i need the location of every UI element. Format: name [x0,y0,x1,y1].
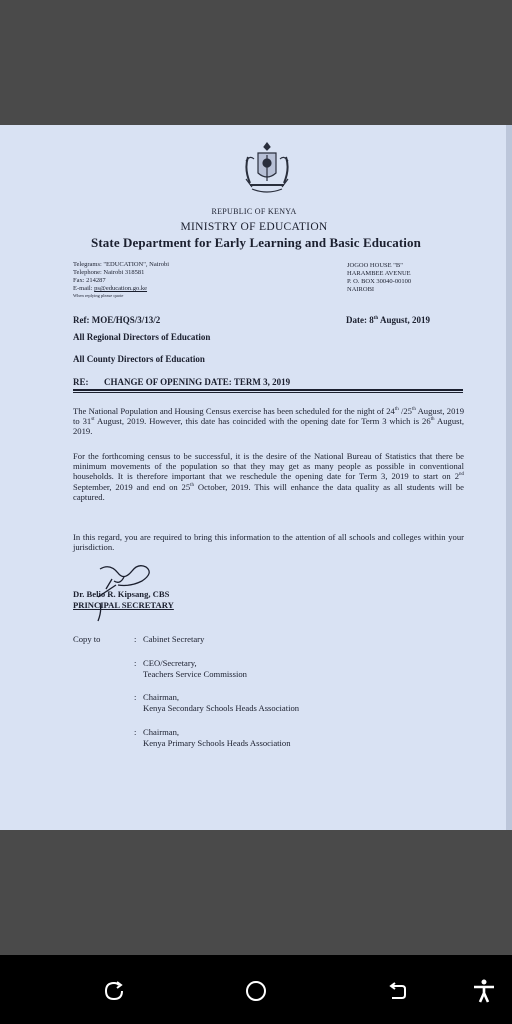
republic-heading: REPUBLIC OF KENYA [211,207,297,216]
date-suffix: August, 2019 [378,315,430,325]
ministry-heading: MINISTRY OF EDUCATION [180,221,328,233]
address-line-3: P. O. BOX 30040-00100 [347,278,412,285]
subject-underline [73,389,463,391]
addressee-county: All County Directors of Education [73,354,205,364]
cc-line-1: Chairman, [143,692,180,702]
addressee-regional: All Regional Directors of Education [73,332,211,342]
p1-text-b: /25 [398,406,412,416]
p1-sup-3: st [91,417,95,423]
email-line [73,285,169,293]
cc-colon: : [134,634,137,644]
contact-details-left [73,261,169,299]
reply-note: When replying please quote [73,293,124,298]
p2-sup-2: th [190,482,195,488]
letter-date [346,315,430,325]
p1-text-e: August, 2019. [73,416,464,437]
p1-text-c: August, 2019 to 31 [73,406,464,427]
subject-line [73,377,291,387]
fax-line: Fax: 214287 [73,277,106,284]
android-navigation-bar [0,955,512,1024]
email-address: ps@education.go.ke [94,285,148,292]
coat-of-arms-icon [240,139,294,199]
recent-apps-icon [103,980,125,1002]
cc-line-1: Chairman, [143,727,180,737]
home-icon [244,979,268,1003]
p1-sup-2: th [411,407,416,413]
back-icon [387,980,409,1002]
cc-line-2: Kenya Primary Schools Heads Association [143,738,291,748]
p1-text-a: The National Population and Housing Census exercise has been scheduled for the night of 24 [73,406,395,416]
address-details-right [347,262,411,294]
signatory [73,589,174,611]
email-label: E-mail: [73,285,95,292]
copy-to-label: Copy to [73,634,101,644]
back-button[interactable] [380,973,416,1009]
cc-line [143,658,247,680]
date-sup: th [373,316,379,321]
accessibility-button[interactable] [466,973,502,1009]
telegrams-line: Telegrams: "EDUCATION", Nairobi [73,261,170,268]
p2-text-a: For the forthcoming census to be successful, it is the desire of the National Bureau of Statistics that there be minimum movements of the population so that they may get as many people as possible in conventional households. It is therefore important that we reschedule the opening date for Term 3, 2019 to start on 2 [73,451,464,482]
re-label: RE: [73,377,89,387]
cc-colon: : [134,658,137,668]
paragraph-census [73,406,464,437]
address-line-2: HARAMBEE AVENUE [347,270,411,277]
cc-line: Cabinet Secretary [143,634,205,644]
cc-line [143,692,299,714]
cc-line-1: CEO/Secretary, [143,658,197,668]
accessibility-icon [471,978,497,1004]
cc-line-2: Kenya Secondary Schools Heads Association [143,703,300,713]
department-heading: State Department for Early Learning and Basic Education [91,235,421,250]
p2-text-c: October, 2019. This will enhance the data quality as all students will be captured. [73,481,464,502]
document-image [0,125,508,830]
p1-text-d: August, 2019. However, this date has coincided with the opening date for Term 3 which is 26 [94,416,431,427]
signatory-title: PRINCIPAL SECRETARY [73,600,174,610]
date-prefix: Date: 8 [346,315,374,325]
p1-sup-1: th [394,407,399,413]
cc-line [143,727,291,749]
cc-colon: : [134,727,137,737]
paragraph-instruction: In this regard, you are required to bring this information to the attention of all schools and colleges within your jurisdiction. [73,532,464,553]
cc-line-2: Teachers Service Commission [143,669,247,679]
telephone-line: Telephone: Nairobi 318581 [73,269,145,276]
address-line-1: JOGOO HOUSE "B" [347,262,403,269]
home-button[interactable] [238,973,274,1009]
p2-text-b: September, 2019 and end on 25 [73,481,191,492]
signatory-name: Dr. Belio R. Kipsang, CBS [73,589,170,599]
reference-number: Ref: MOE/HQS/3/13/2 [73,315,161,325]
address-line-4: NAIROBI [347,286,375,293]
viewer-top-background [0,0,512,125]
document-edge [506,125,512,830]
subject-underline-thin [73,392,463,393]
subject-text: CHANGE OF OPENING DATE: TERM 3, 2019 [104,377,291,387]
paragraph-reschedule [73,451,464,502]
recent-apps-button[interactable] [96,973,132,1009]
p1-sup-4: th [430,417,435,423]
cc-colon: : [134,692,137,702]
p2-sup-1: nd [459,472,464,478]
